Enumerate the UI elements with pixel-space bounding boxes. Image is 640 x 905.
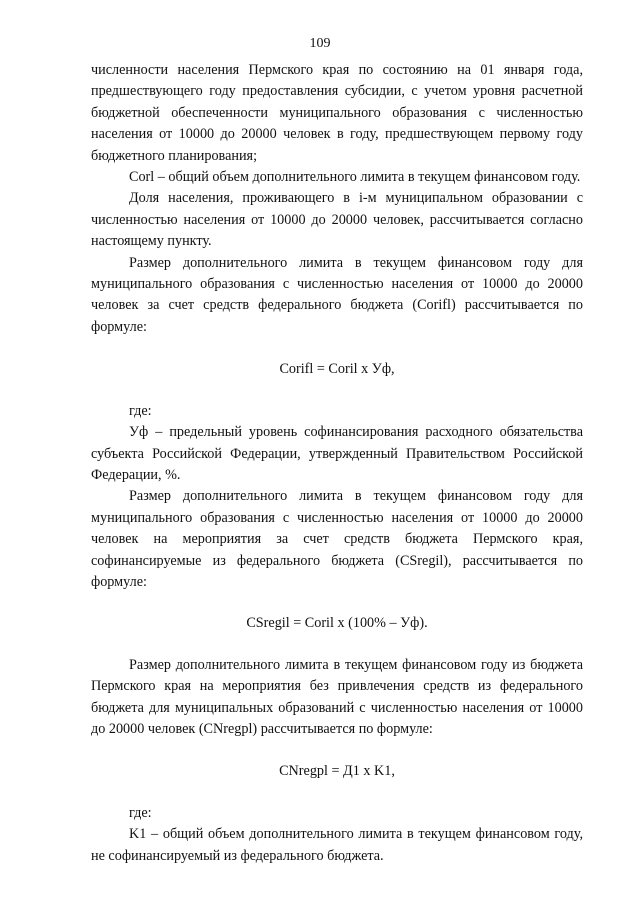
paragraph-corl-definition: Corl – общий объем дополнительного лимита в текущем финансовом году. (129, 169, 581, 186)
formula-corifl: Corifl = Coril x Уф, (279, 361, 395, 378)
formula-csregil: CSregil = Coril x (100% – Уф). (246, 615, 428, 632)
paragraph-uf-definition: Уф – предельный уровень софинансирования расходного обязательства субъекта Российской Федерации, утвержденный Правительством Российской Федерации, %. (91, 424, 583, 483)
paragraph-corifl-description: Размер дополнительного лимита в текущем финансовом году для муниципального образования с численностью населения от 10000 до 20000 человек за счет средств федерального бюджета (Corifl) рассчитывается по формуле: (91, 254, 583, 335)
where-label-2: где: (129, 804, 152, 821)
where-label-1: где: (129, 402, 152, 419)
paragraph-cnregpl-description: Размер дополнительного лимита в текущем финансовом году из бюджета Пермского края на мероприятия без привлечения средств из федерального бюджета для муниципальных образований с численностью населения от 10000 до 20000 человек (CNregpl) рассчитывается по формуле: (91, 656, 583, 737)
document-body (91, 60, 583, 867)
paragraph-csregil-description: Размер дополнительного лимита в текущем финансовом году для муниципального образования с численностью населения от 10000 до 20000 человек на мероприятия за счет средств бюджета Пермского края, софинансируемые из федерального бюджета (CSregil), рассчитывается по формуле: (91, 488, 583, 590)
paragraph-population-continuation: численности населения Пермского края по состоянию на 01 января года, предшествующего году предоставления субсидии, с учетом уровня расчетной бюджетной обеспеченности муниципального образования с численностью населения от 10000 до 20000 человек в году, предшествующем первому году бюджетного планирования; (91, 62, 583, 164)
paragraph-population-share: Доля населения, проживающего в i-м муниципальном образовании с численностью населения от 10000 до 20000 человек, рассчитывается согласно настоящему пункту. (91, 190, 583, 250)
page-number: 109 (309, 36, 331, 51)
formula-cnregpl: CNregpl = Д1 x K1, (279, 763, 395, 780)
paragraph-k1-definition: K1 – общий объем дополнительного лимита в текущем финансовом году, не софинансируемый из федерального бюджета. (91, 826, 583, 864)
